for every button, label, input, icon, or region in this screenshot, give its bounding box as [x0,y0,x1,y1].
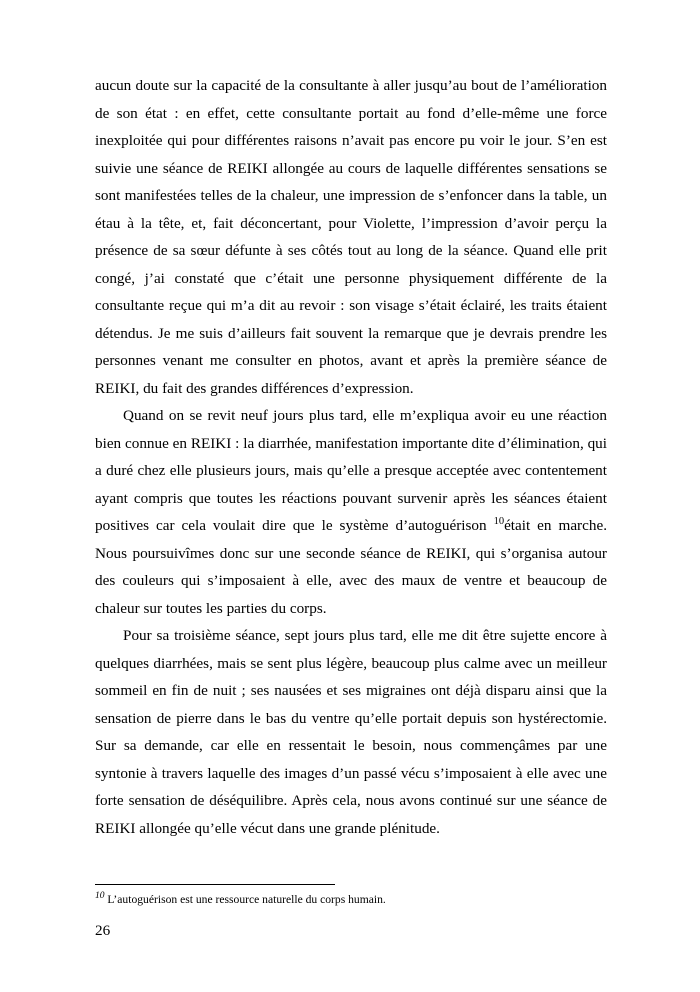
footnote-entry [95,892,607,908]
footnote-text: L’autoguérison est une ressource naturelle du corps humain. [107,893,386,906]
paragraph-2 [95,402,607,622]
footnote-area [95,884,607,908]
paragraph-2-text-after-footnote: était en marche. Nous poursuivîmes donc sur une seconde séance de REIKI, qui s’organisa autour des couleurs qui s’imposaient à elle, avec des maux de ventre et beaucoup de chaleur sur toutes les parties du corps. [95,517,607,617]
paragraph-3: Pour sa troisième séance, sept jours plus tard, elle me dit être sujette encore à quelques diarrhées, mais se sent plus légère, beaucoup plus calme avec un meilleur sommeil en fin de nuit ; ses nausées et ses migraines ont déjà disparu ainsi que la sensation de pierre dans le bas du ventre qu’elle portait depuis son hystérectomie. Sur sa demande, car elle en ressentait le besoin, nous commençâmes par une syntonie à travers laquelle des images d’un passé vécu s’imposaient à elle avec une forte sensation de déséquilibre. Après cela, nous avons continué sur une séance de REIKI allongée qu’elle vécut dans une grande plénitude. [95,627,607,837]
page-number: 26 [95,922,111,939]
footnote-marker: 10 [95,891,105,902]
page-body [95,72,607,842]
footnote-separator-rule [95,884,335,885]
footnote-reference-10: 10 [493,515,505,527]
paragraph-2-text-before-footnote: Quand on se revit neuf jours plus tard, elle m’expliqua avoir eu une réaction bien connue en REIKI : la diarrhée, manifestation importante dite d’élimination, qui a duré chez elle plusieurs jours, mais qu’elle a presque acceptée avec contentement ayant compris que toutes les réactions pouvant survenir après les séances étaient positives car cela voulait dire que le système d’autoguérison [95,407,607,534]
paragraph-1: aucun doute sur la capacité de la consultante à aller jusqu’au bout de l’amélioration de son état : en effet, cette consultante portait au fond d’elle-même une force inexploitée qui pour différentes raisons n’avait pas encore pu voir le jour. S’en est suivie une séance de REIKI allongée au cours de laquelle différentes sensations se sont manifestées telles de la chaleur, une impression de s’enfoncer dans la table, un étau à la tête, et, fait déconcertant, pour Violette, l’impression d’avoir perçu la présence de sa sœur défunte à ses côtés tout au long de la séance. Quand elle prit congé, j’ai constaté que c’était une personne physiquement différente de la consultante reçue qui m’a dit au revoir : son visage s’était éclairé, les traits étaient détendus. Je me suis d’ailleurs fait souvent la remarque que je devrais prendre les personnes venant me consulter en photos, avant et après la première séance de REIKI, du fait des grandes différences d’expression. [95,77,607,397]
